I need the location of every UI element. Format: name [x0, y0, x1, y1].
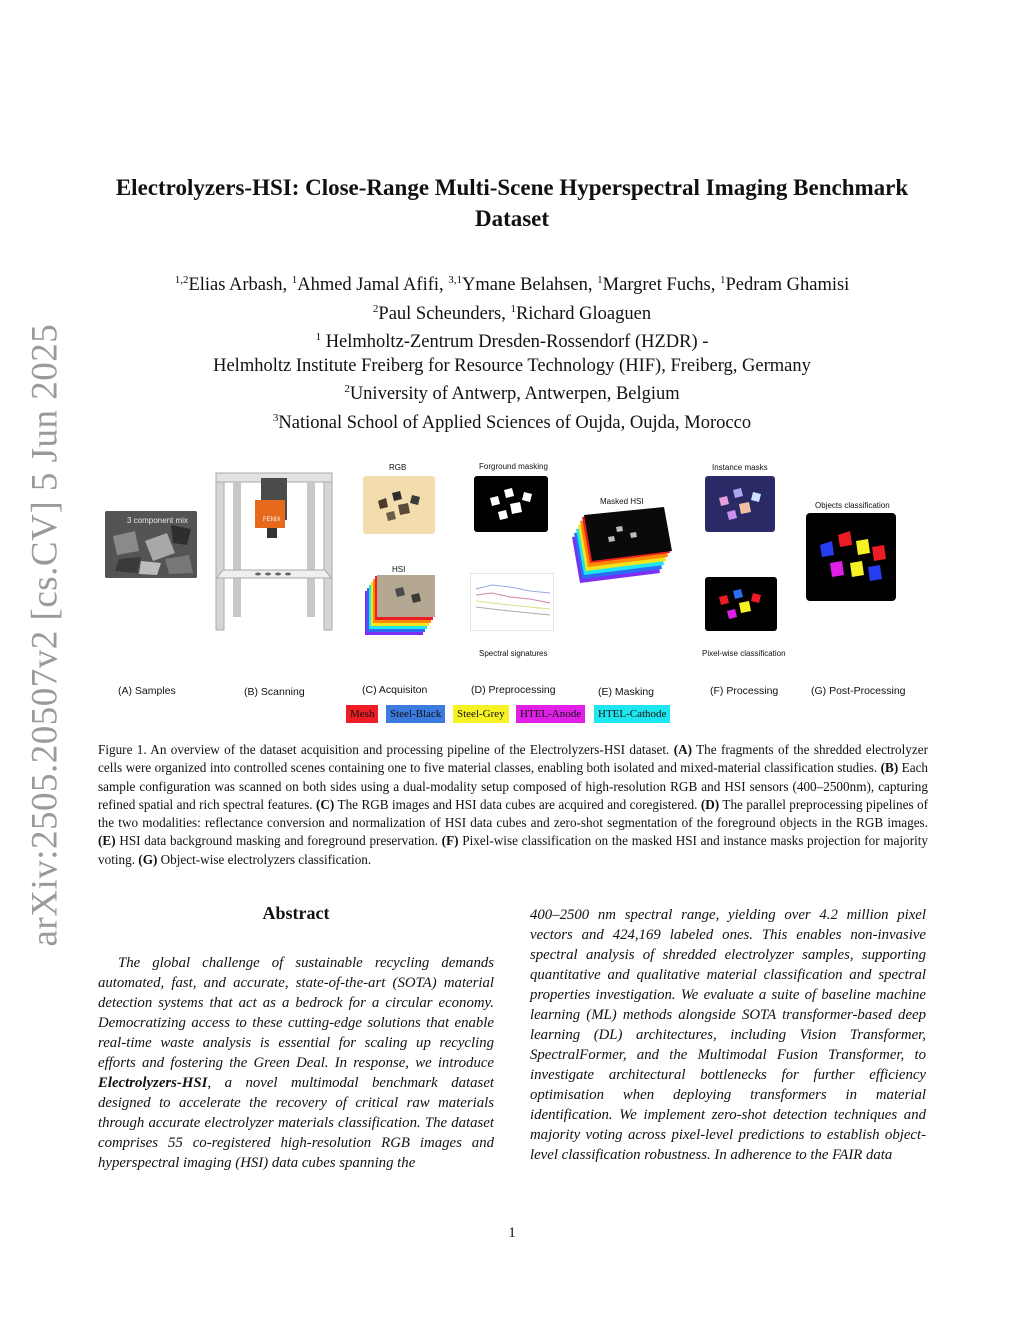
affiliation-2: [110, 378, 914, 407]
caption-tag: (C): [316, 796, 335, 812]
rgb-label: RGB: [389, 463, 407, 472]
stage-label-c: (C) Acquisiton: [362, 684, 428, 696]
affiliation-text: National School of Applied Sciences of Oujda, Oujda, Morocco: [278, 412, 752, 433]
caption-part: The parallel preprocessing pipelines of the two modalities: reflectance conversion and normalization of HSI data cubes and zero-shot segmentation of the foreground objects in the RGB images.: [98, 796, 929, 831]
dataset-name: Electrolyzers-HSI: [98, 1075, 208, 1091]
stage-label-b: (B) Scanning: [244, 686, 305, 698]
stage-label-d: (D) Preprocessing: [471, 684, 556, 696]
author-name: Ahmed Jamal Afifi,: [297, 275, 449, 296]
objects-class-label: Objects classification: [815, 501, 890, 510]
affiliation-1: [110, 326, 914, 355]
samples-photo: [105, 511, 197, 578]
affiliation-3: [110, 407, 914, 436]
caption-tag: (B): [880, 760, 899, 776]
caption-tag: (G): [138, 851, 158, 867]
instance-masks-label: Instance masks: [712, 463, 768, 472]
paper-title: Electrolyzers-HSI: Close-Range Multi-Scene Hyperspectral Imaging Benchmark Dataset: [115, 175, 909, 231]
fg-masking-label: Forground masking: [479, 462, 548, 471]
abstract-text: , a novel multimodal benchmark dataset designed to accelerate the recovery of critical raw materials through accurate electrolyzer materials classification. The dataset comprises 55 co-registered high-resolution RGB images and hyperspectral imaging (HSI) data cubes spanning the: [98, 1075, 494, 1171]
stage-label-e: (E) Masking: [598, 686, 655, 698]
caption-intro: An overview of the dataset acquisition and processing pipeline of the Electrolyzers-HSI dataset.: [150, 742, 670, 757]
caption-tag: (A): [673, 742, 692, 757]
caption-tag: (D): [700, 796, 720, 812]
figure-caption: [98, 741, 928, 869]
spectral-plot: [470, 573, 554, 631]
affil-sup: 1: [291, 274, 298, 286]
object-class-fragments: [810, 517, 892, 597]
hsi-cube: [361, 575, 441, 637]
affil-sup: 2: [372, 302, 379, 315]
legend-htel-anode: HTEL-Anode: [516, 705, 585, 723]
author-block: [110, 269, 914, 435]
masked-hsi-label: Masked HSI: [600, 497, 644, 506]
author-line-2: [110, 298, 914, 327]
scanner-frame: [213, 470, 335, 635]
author-name: Pedram Ghamisi: [725, 275, 850, 296]
abstract-text: The global challenge of sustainable recycling demands automated, fast, and accurate, state-of-the-art (SOTA) material detection systems that act as a bedrock for a circular economy. Democratizing access to these cutting-edge solutions that enable real-time waste analysis is essential for scaling up recycling efforts and fostering the Green Deal. In response, we introduce: [98, 955, 494, 1071]
camera-label: FENIX: [263, 517, 281, 523]
legend-htel-cathode: HTEL-Cathode: [594, 705, 670, 723]
affil-sup: 1: [510, 302, 516, 315]
spectral-label: Spectral signatures: [479, 649, 548, 658]
caption-part: Pixel-wise classification on the masked HSI and instance masks projection for majority voting.: [98, 833, 929, 867]
affil-sup: 2: [344, 383, 350, 396]
abstract-left-column: [98, 953, 494, 1173]
legend-mesh: Mesh: [346, 705, 378, 723]
affiliation-text: Helmholtz-Zentrum Dresden-Rossendorf (HZDR) -: [321, 332, 709, 353]
author-line-1: [110, 269, 914, 298]
hsi-label: HSI: [392, 565, 406, 574]
affiliation-text: University of Antwerp, Antwerpen, Belgium: [349, 384, 680, 405]
legend-steel-grey: Steel-Grey: [453, 705, 509, 723]
author-name: Margret Fuchs,: [602, 275, 720, 296]
affil-sup: 1: [719, 274, 726, 286]
instance-fragments: [709, 480, 771, 528]
affil-sup: 3: [272, 411, 279, 424]
affil-sup: 1: [315, 331, 322, 344]
caption-tag: (E): [98, 833, 116, 849]
pipeline-figure: [98, 455, 928, 725]
pixel-class-label: Pixel-wise classification: [702, 649, 786, 658]
author-name: Ymane Belahsen,: [462, 275, 598, 296]
caption-part: The RGB images and HSI data cubes are acquired and coregistered.: [337, 796, 698, 812]
caption-part: The fragments of the shredded electrolyzer cells were organized into controlled scenes containing one to five material classes, enabling both isolated and mixed-material classification studies.: [98, 742, 928, 776]
author-name: Richard Gloaguen: [515, 303, 652, 324]
affil-sup: 1,2: [174, 274, 189, 286]
affil-sup: 3,1: [448, 274, 463, 286]
legend-steel-black: Steel-Black: [386, 705, 445, 723]
pixel-class-fragments: [709, 581, 773, 627]
caption-part: HSI data background masking and foreground preservation.: [119, 833, 438, 849]
arxiv-identifier: arXiv:2505.20507v2 [cs.CV] 5 Jun 2025: [24, 323, 66, 947]
stage-label-g: (G) Post-Processing: [811, 685, 906, 697]
caption-part: Object-wise electrolyzers classification.: [160, 851, 372, 867]
affil-sup: 1: [597, 274, 603, 286]
rgb-fragments: [368, 481, 430, 529]
caption-part: Each sample configuration was scanned on both sides using a dual-modality setup composed of high-resolution RGB and HSI sensors (400–2500nm), capturing refined spatial and rich spectral features.: [98, 760, 929, 812]
stage-label-f: (F) Processing: [710, 685, 779, 697]
sample-label: 3 component mix: [127, 516, 188, 525]
abstract-right-column: 400–2500 nm spectral range, yielding over 4.2 million pixel vectors and 424,169 labeled ones. This enables non-invasive spectral analysis of shredded electrolyzer samples, supporting quantitative and qualitative material classification and spectral properties investigation. We evaluate a suite of baseline machine learning (ML) methods alongside SOTA transformer-based deep learning (DL) architectures, including Vision Transformer, SpectralFormer, and the Multimodal Fusion Transformer, to investigate architectural bottlenecks for further efficiency optimisation when deploying transformers in material identification. We implement zero-shot detection techniques and majority voting across pixel-level predictions to establish object-level classification robustness. In adherence to the FAIR data: [530, 907, 926, 1163]
caption-tag: (F): [441, 833, 459, 849]
author-name: Elias Arbash,: [188, 275, 292, 296]
caption-fig-number: Figure 1.: [98, 742, 147, 757]
stage-label-a: (A) Samples: [118, 685, 176, 697]
masked-hsi-cube: [568, 507, 680, 587]
author-name: Paul Scheunders,: [378, 303, 511, 324]
page-number: 1: [508, 1225, 516, 1241]
mask-fragments: [478, 480, 544, 528]
abstract-heading: Abstract: [262, 903, 330, 923]
affiliation-1b: Helmholtz Institute Freiberg for Resource Technology (HIF), Freiberg, Germany: [213, 355, 811, 376]
